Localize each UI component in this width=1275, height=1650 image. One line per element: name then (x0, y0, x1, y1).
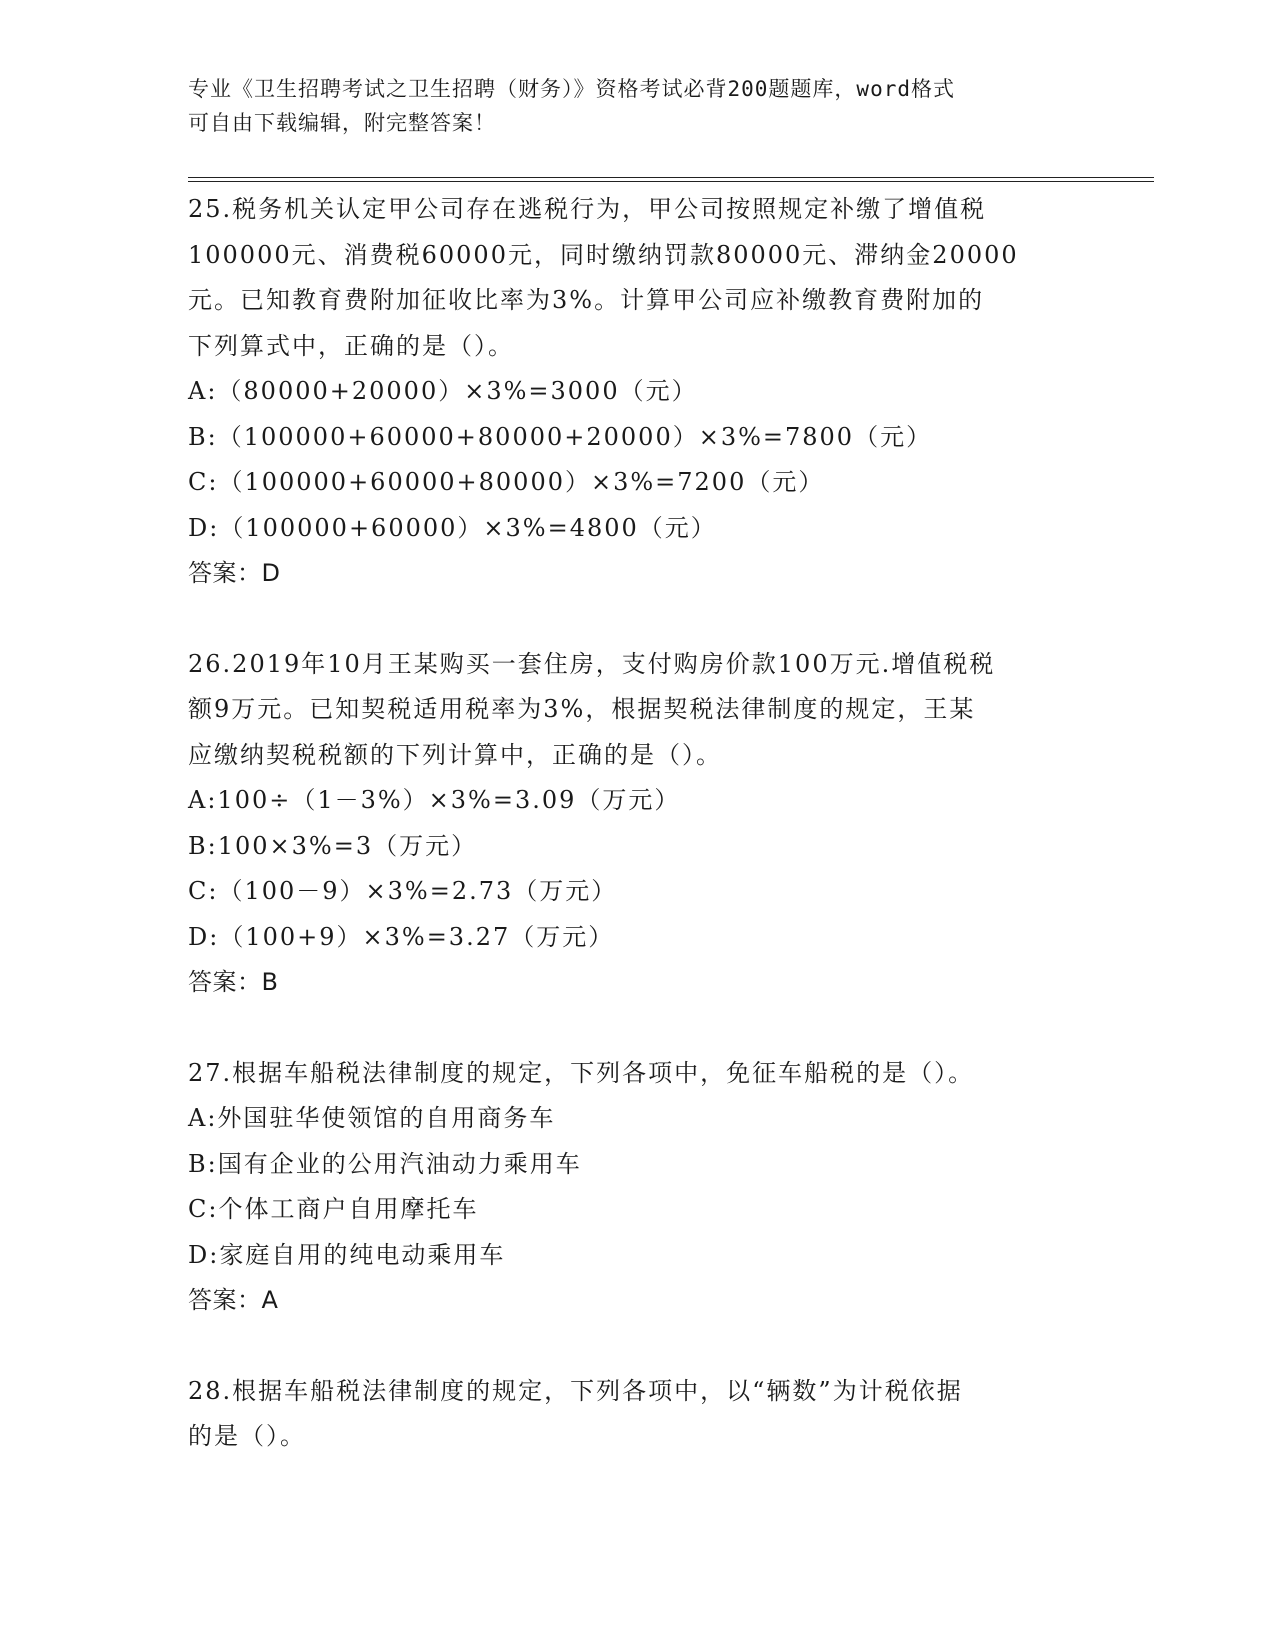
option-c: C:（100000+60000+80000）×3%=7200（元） (188, 468, 825, 496)
header-divider-bottom (188, 181, 1154, 182)
question-26 (188, 642, 1088, 1006)
question-28 (188, 1369, 1088, 1460)
option-c: C:个体工商户自用摩托车 (188, 1195, 479, 1223)
option-a: A:外国驻华使领馆的自用商务车 (188, 1104, 556, 1132)
option-b: B:（100000+60000+80000+20000）×3%=7800（元） (188, 422, 933, 451)
header-line-2: 可自由下载编辑，附完整答案！ (188, 111, 496, 135)
answer-label: 答案：A (188, 1286, 279, 1314)
option-b: B:国有企业的公用汽油动力乘用车 (188, 1149, 582, 1178)
question-stem-line: 27.根据车船税法律制度的规定，下列各项中，免征车船税的是（）。 (188, 1058, 975, 1087)
option-d: D:（100000+60000）×3%=4800（元） (188, 513, 717, 542)
answer-label: 答案：B (188, 968, 279, 996)
question-stem-line: 28.根据车船税法律制度的规定，下列各项中，以“辆数”为计税依据 (188, 1376, 963, 1405)
answer-label: 答案：D (188, 559, 281, 587)
question-stem-line: 下列算式中，正确的是（）。 (188, 331, 514, 360)
question-stem-line: 100000元、消费税60000元，同时缴纳罚款80000元、滞纳金20000 (188, 240, 1019, 269)
document-header (188, 72, 1068, 140)
option-a: A:（80000+20000）×3%=3000（元） (188, 377, 698, 405)
header-line-1: 专业《卫生招聘考试之卫生招聘（财务）》资格考试必背200题题库，word格式 (188, 77, 955, 101)
question-stem-line: 26.2019年10月王某购买一套住房，支付购房价款100万元.增值税税 (188, 649, 996, 678)
option-d: D:（100+9）×3%=3.27（万元） (188, 922, 615, 951)
question-stem-line: 25.税务机关认定甲公司存在逃税行为，甲公司按照规定补缴了增值税 (188, 195, 987, 223)
question-stem-line: 的是（）。 (188, 1422, 306, 1450)
option-a: A:100÷（1－3%）×3%=3.09（万元） (188, 786, 681, 814)
option-c: C:（100－9）×3%=2.73（万元） (188, 877, 618, 905)
question-25 (188, 187, 1088, 597)
question-stem-line: 元。已知教育费附加征收比率为3%。计算甲公司应补缴教育费附加的 (188, 286, 985, 314)
question-27 (188, 1051, 1088, 1324)
option-b: B:100×3%=3（万元） (188, 831, 478, 860)
question-list (188, 187, 1088, 1460)
question-stem-line: 额9万元。已知契税适用税率为3%，根据契税法律制度的规定，王某 (188, 695, 976, 723)
header-divider-top (188, 177, 1154, 178)
question-stem-line: 应缴纳契税税额的下列计算中，正确的是（）。 (188, 740, 722, 769)
option-d: D:家庭自用的纯电动乘用车 (188, 1240, 506, 1269)
